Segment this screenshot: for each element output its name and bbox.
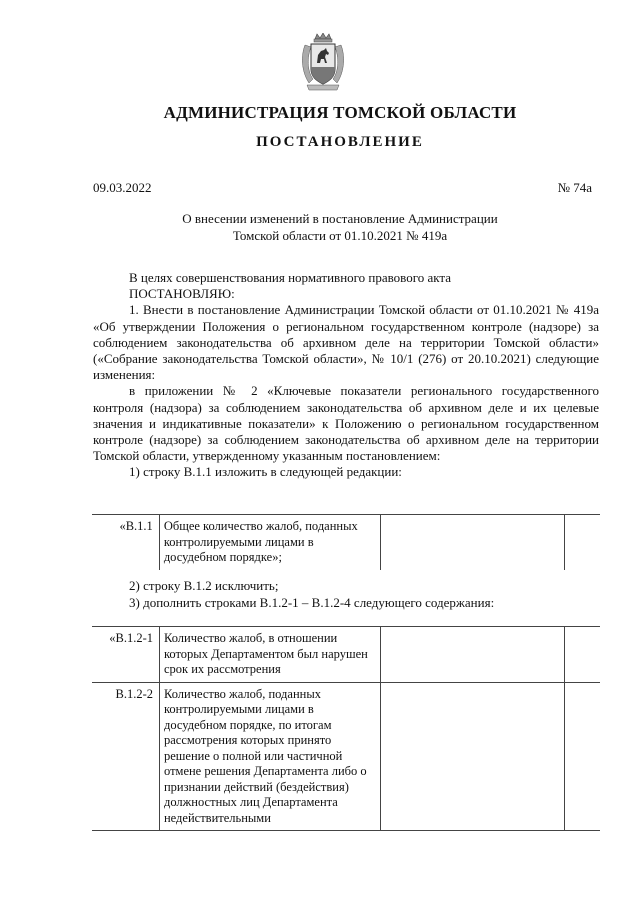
paragraph-appendix: в приложении № 2 «Ключевые показатели регионального государственного контроля (надзора) за соблюдением законодательства об архивном деле и их целевые значения и индикативные показатели» к Положению о региональном государственном контроле (надзоре) за соблюдением законодательства об архивном деле на территории Томской области, утвержденному указанным постановлением:: [93, 383, 599, 464]
document-body: [93, 270, 599, 481]
paragraph-subitem-3: 3) дополнить строками В.1.2-1 – В.1.2-4 следующего содержания:: [129, 594, 495, 610]
paragraph-resolve: ПОСТАНОВЛЯЮ:: [129, 286, 235, 302]
row-code: «В.1.2-1: [92, 627, 159, 683]
paragraph-subitem-1: 1) строку В.1.1 изложить в следующей редакции:: [129, 464, 402, 480]
row-code: «В.1.1: [92, 515, 159, 570]
document-date: 09.03.2022: [93, 180, 152, 195]
table-row: [92, 627, 600, 683]
row-extra-cell: [565, 515, 600, 570]
document-subject: [120, 210, 560, 244]
subject-line-2: Томской области от 01.10.2021 № 419а: [232, 228, 448, 243]
indicator-table-1: [92, 514, 600, 570]
row-name: Количество жалоб, поданных контролируемыми лицами в досудебном порядке, по итогам рассмотрения которых принято решение о полной или частичной отмене решения Департамента либо о признании действий (бездействия) должностных лиц Департамента недействительными: [159, 682, 381, 831]
document-type: ПОСТАНОВЛЕНИЕ: [256, 134, 424, 150]
row-value-cell: [381, 682, 565, 831]
paragraph-purpose: В целях совершенствования нормативного правового акта: [129, 270, 452, 285]
tomsk-coat-of-arms-icon: [299, 33, 347, 93]
row-value-cell: [381, 627, 565, 683]
indicator-table-2: [92, 626, 600, 831]
table-row: [92, 515, 600, 570]
middle-items: [93, 578, 599, 611]
row-extra-cell: [565, 682, 600, 831]
paragraph-item-1: 1. Внести в постановление Администрации Томской области от 01.10.2021 № 419а «Об утверждении Положения о региональном государственном контроле (надзоре) за соблюдением законодательства об архивном деле на территории Томской области» («Собрание законодательства Томской области», № 10/1 (276) от 20.10.2021) следующие изменения:: [93, 302, 599, 383]
row-code: В.1.2-2: [92, 682, 159, 831]
subject-line-1: О внесении изменений в постановление Администрации: [182, 211, 498, 226]
row-name: Общее количество жалоб, поданных контролируемыми лицами в досудебном порядке»;: [159, 515, 380, 570]
document-number: № 74а: [557, 180, 592, 195]
paragraph-subitem-2: 2) строку В.1.2 исключить;: [129, 578, 279, 593]
table-row: [92, 682, 600, 831]
row-extra-cell: [565, 627, 600, 683]
row-name: Количество жалоб, в отношении которых Департаментом был нарушен срок их рассмотрения: [159, 627, 381, 683]
organization-title: АДМИНИСТРАЦИЯ ТОМСКОЙ ОБЛАСТИ: [163, 103, 517, 122]
row-value-cell: [381, 515, 565, 570]
